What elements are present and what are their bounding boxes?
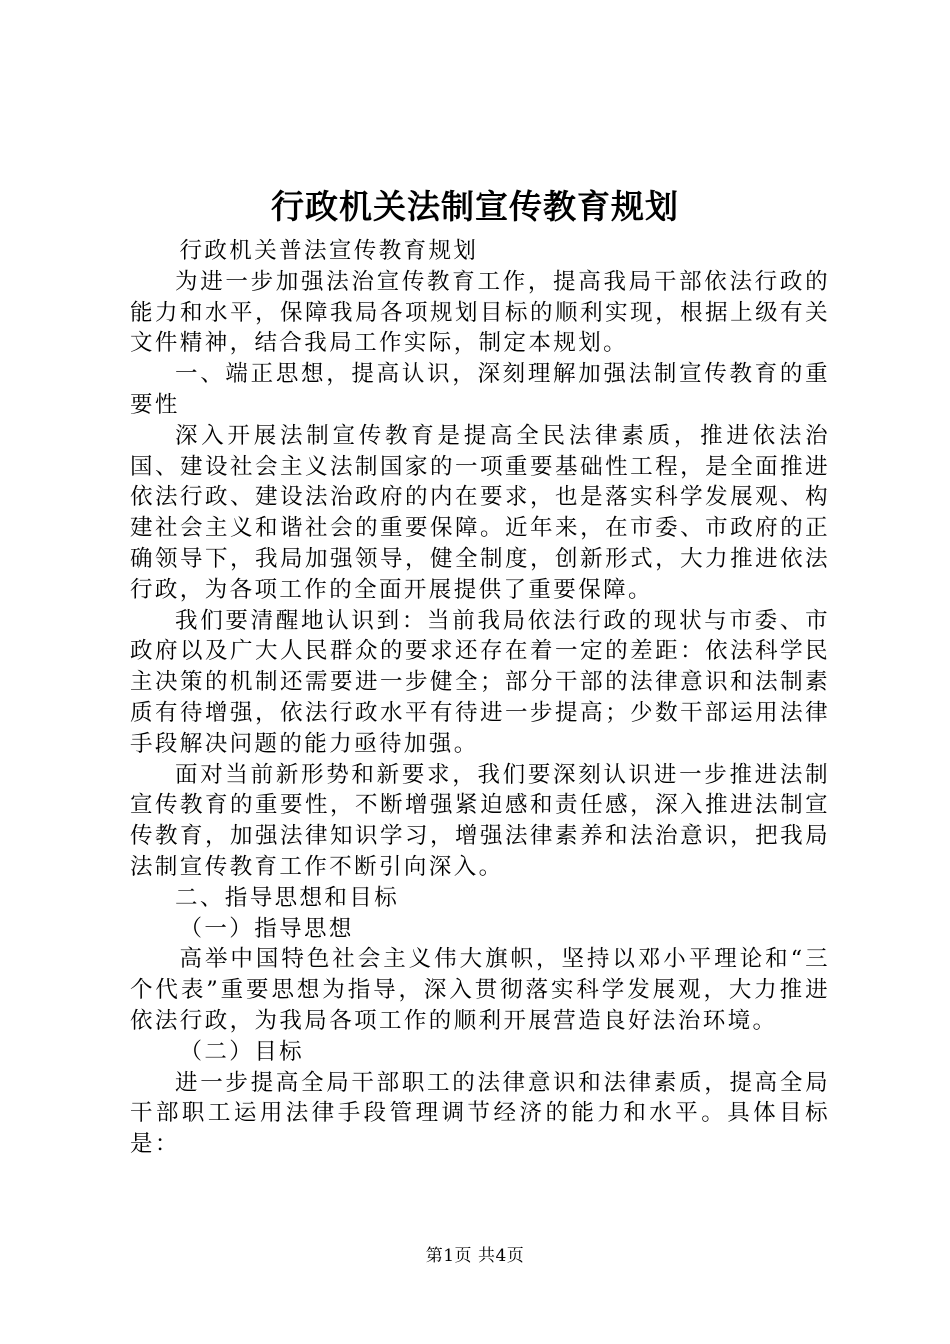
document-title: 行政机关法制宣传教育规划 — [271, 187, 679, 226]
section-heading-2: 二、指导思想和目标 — [175, 884, 400, 911]
body-paragraph: 进一步提高全局干部职工的法律意识和法律素质，提高全局干部职工运用法律手段管理调节经济的能力和水平。具体目标是： — [130, 1069, 830, 1158]
body-paragraph: 高举中国特色社会主义伟大旗帜，坚持以邓小平理论和“三个代表”重要思想为指导，深入贯彻落实科学发展观，大力推进依法行政，为我局各项工作的顺利开展营造良好法治环境。 — [130, 946, 830, 1034]
document-body — [130, 236, 830, 1160]
body-paragraph: 面对当前新形势和新要求，我们要深刻认识进一步推进法制宣传教育的重要性，不断增强紧迫感和责任感，深入推进法制宣传教育，加强法律知识学习，增强法律素养和法治意识，把我局法制宣传教育工作不断引向深入。 — [130, 761, 830, 880]
body-paragraph: 我们要清醒地认识到：当前我局依法行政的现状与市委、市政府以及广大人民群众的要求还存在着一定的差距：依法科学民主决策的机制还需要进一步健全；部分干部的法律意识和法制素质有待增强，依法行政水平有待进一步提高；少数干部运用法律手段解决问题的能力亟待加强。 — [130, 607, 830, 757]
subsection-heading-2: （二）目标 — [179, 1038, 305, 1065]
section-heading-1: 一、端正思想，提高认识，深刻理解加强法制宣传教育的重要性 — [130, 361, 830, 418]
intro-paragraph: 为进一步加强法治宣传教育工作，提高我局干部依法行政的能力和水平，保障我局各项规划目标的顺利实现，根据上级有关文件精神，结合我局工作实际，制定本规划。 — [130, 268, 830, 357]
body-paragraph: 深入开展法制宣传教育是提高全民法律素质，推进依法治国、建设社会主义法制国家的一项重要基础性工程，是全面推进依法行政、建设法治政府的内在要求，也是落实科学发展观、构建社会主义和谐社会的重要保障。近年来，在市委、市政府的正确领导下，我局加强领导，健全制度，创新形式，大力推进依法行政，为各项工作的全面开展提供了重要保障。 — [130, 422, 830, 603]
page-number-footer: 第1页 共4页 — [425, 1246, 525, 1266]
subtitle-paragraph: 行政机关普法宣传教育规划 — [179, 238, 479, 264]
subsection-heading-1: （一）指导思想 — [179, 915, 354, 942]
